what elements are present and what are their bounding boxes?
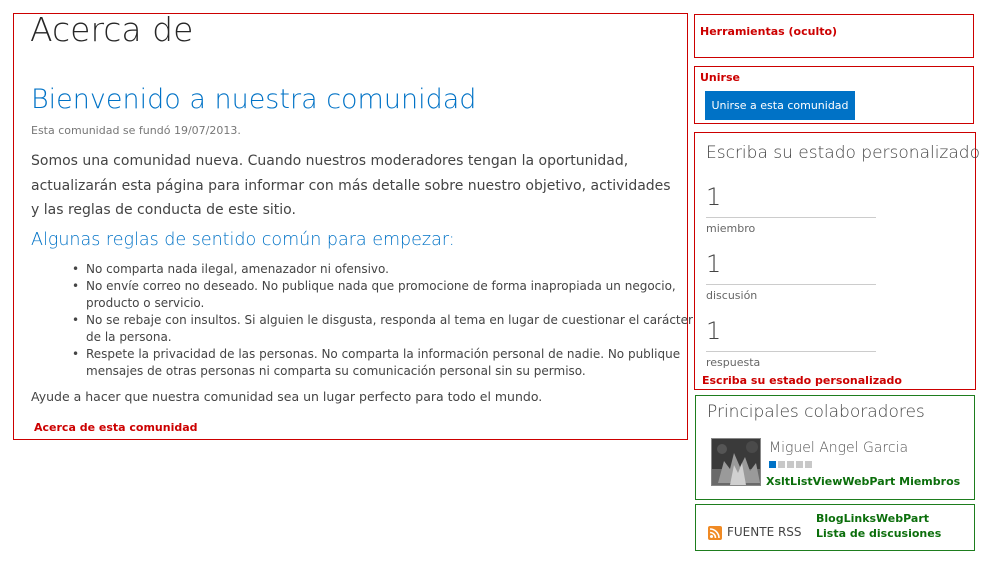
stat-divider (706, 284, 876, 285)
avatar[interactable] (711, 438, 761, 486)
replies-label: respuesta (706, 356, 761, 369)
join-community-button[interactable]: Unirse a esta comunidad (705, 91, 855, 120)
contributors-webpart-zone (695, 395, 975, 500)
rss-feed-icon[interactable] (708, 526, 722, 540)
about-webpart-label: Acerca de esta comunidad (34, 421, 198, 434)
rank-square (769, 461, 776, 468)
members-count: 1 (706, 183, 722, 211)
contributors-title: Principales colaboradores (707, 402, 925, 422)
replies-count: 1 (706, 317, 722, 345)
about-webpart-zone (13, 10, 693, 440)
bloglinks-label: BlogLinksWebPart (816, 512, 930, 525)
rule-item: • Respete la privacidad de las personas. No comparta la información personal de nadie. No publique mensajes de otras personas ni comparta su comunicación personal sin su permiso. (86, 346, 696, 380)
avatar-photo-icon (712, 439, 761, 486)
tools-webpart-label: Herramientas (oculto) (700, 25, 838, 38)
members-label: miembro (706, 222, 756, 235)
tools-webpart-zone (694, 14, 974, 58)
top-contributor-name[interactable]: Miguel Angel Garcia (769, 440, 909, 456)
rss-feed-link[interactable]: FUENTE RSS (727, 525, 802, 539)
contributor-rank (769, 461, 812, 468)
rules-list (72, 261, 696, 380)
status-webpart-zone (694, 132, 980, 390)
page-title: Acerca de (30, 10, 194, 49)
stat-divider (706, 217, 876, 218)
members-webpart-label: XsltListViewWebPart Miembros (766, 475, 961, 488)
rss-webpart-zone (695, 504, 975, 551)
welcome-heading: Bienvenido a nuestra comunidad (31, 84, 477, 115)
founded-date: Esta comunidad se fundó 19/07/2013. (31, 124, 241, 137)
outro-paragraph: Ayude a hacer que nuestra comunidad sea un lugar perfecto para todo el mundo. (31, 389, 543, 404)
intro-paragraph: Somos una comunidad nueva. Cuando nuestros moderadores tengan la oportunidad, actualizarán esta página para informar con más detalle sobre nuestro objetivo, actividades y las reglas de conducta de este sitio. (31, 153, 671, 218)
discussions-count: 1 (706, 250, 722, 278)
stat-divider (706, 351, 876, 352)
discussion-list-label: Lista de discusiones (816, 527, 942, 540)
bloglinks-webpart-label (816, 511, 941, 541)
status-webpart-label: Escriba su estado personalizado (702, 374, 902, 387)
rank-square (778, 461, 785, 468)
rules-heading: Algunas reglas de sentido común para empezar: (31, 230, 455, 250)
rank-square (796, 461, 803, 468)
rule-item: • No envíe correo no deseado. No publique nada que promocione de forma inapropiada un negocio, producto o servicio. (86, 278, 696, 312)
join-webpart-zone (694, 66, 974, 124)
rule-item: • No comparta nada ilegal, amenazador ni ofensivo. (86, 261, 696, 278)
status-title: Escriba su estado personalizado (706, 143, 980, 163)
rank-square (787, 461, 794, 468)
rule-item: • No se rebaje con insultos. Si alguien le disgusta, responda al tema en lugar de cuestionar el carácter de la persona. (86, 312, 696, 346)
rank-square (805, 461, 812, 468)
discussions-label: discusión (706, 289, 758, 302)
join-webpart-label: Unirse (700, 71, 740, 84)
